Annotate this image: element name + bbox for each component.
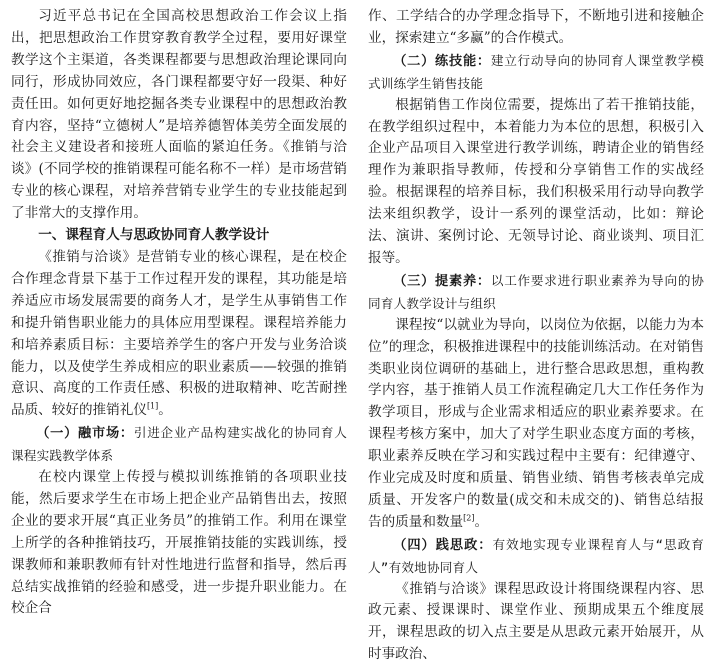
subheading-skills-text: 建立行动导向的协同育人课堂教学模式训练学生销售技能 <box>368 52 704 91</box>
paragraph-end-mark: 。 <box>158 402 172 419</box>
subheading-literacy-text: 以工作要求进行职业素养为导向的协同育人教学设计与组织 <box>368 272 704 311</box>
literacy-paragraph <box>368 315 704 534</box>
subheading-market-text: 引进企业产品构建实战化的协同育人课程实践教学体系 <box>11 425 347 464</box>
subheading-skills-lead: （二）练技能： <box>393 53 491 69</box>
section-heading: 一、课程育人与思政协同育人教学设计 <box>38 227 270 244</box>
subheading-skills <box>368 50 704 95</box>
subheading-ideology <box>368 534 704 579</box>
course-overview-text: 《推销与洽谈》是营销专业的核心课程，是在校企合作理念背景下基于工作过程开发的课程，其功能是培养适应市场发展需要的商务人才，是学生从事销售工作和提升销售职业能力的具体应用型课程。课程培养能力和培养素质目标：主要培养学生的客户开发与业务洽谈能力，以及使学生养成相应的职业素质——较强的推销意识、高度的工作责任感、积极的进取精神、吃苦耐挫品质、较好的推销礼仪 <box>11 248 347 419</box>
ideology-paragraph: 《推销与洽谈》课程思政设计将围绕课程内容、思政元素、授课课时、课堂作业、预期成果五个维度展开，课程思政的切入点主要是从思政元素开始展开，从时事政治、 <box>368 580 704 663</box>
right-column <box>368 6 704 666</box>
continued-paragraph: 作、工学结合的办学理念指导下，不断地引进和接触企业，探索建立“多赢”的合作模式。 <box>368 8 704 46</box>
skills-paragraph: 根据销售工作岗位需要，提炼出了若干推销技能，在教学组织过程中，本着能力为本位的思想，积极引入企业产品项目入课堂进行教学训练，聘请企业的销售经理作为兼职指导教师，传授和分享销售工作的实战经验。根据课程的培养目标，我们积极采用行动导向教学法来组织教学，设计一系列的课堂活动，比如：辩论法、演讲、案例讨论、无领导讨论、商业谈判、项目汇报等。 <box>368 96 704 266</box>
reference-mark: [1] <box>146 401 159 411</box>
intro-paragraph: 习近平总书记在全国高校思想政治工作会议上指出，把思想政治工作贯穿教育教学全过程，要用好课堂教学这个主渠道，各类课程都要与思想政治理论课同向同行，形成协同效应，各门课程都要守好一段渠、种好责任田。如何更好地挖掘各类专业课程中的思想政治教育内容，坚持“立德树人”是培养德智体美劳全面发展的社会主义建设者和接班人面临的紧迫任务。《推销与洽谈》(不同学校的推销课程可能名称不一样）是市场营销专业的核心课程，对培养营销专业学生的专业技能起到了非常大的支撑作用。 <box>11 8 347 222</box>
subheading-ideology-text: 有效地实现专业课程育人与“思政育人”有效地协同育人 <box>368 536 704 575</box>
paragraph-end-mark: 。 <box>474 513 489 530</box>
subheading-literacy <box>368 270 704 315</box>
subheading-market-lead: （一）融市场： <box>36 426 134 442</box>
course-overview-paragraph <box>11 247 347 422</box>
subheading-market <box>11 422 347 467</box>
reference-mark: [2] <box>463 513 475 523</box>
subheading-literacy-lead: （三）提素养： <box>393 273 491 289</box>
market-paragraph: 在校内课堂上传授与模拟训练推销的各项职业技能，然后要求学生在市场上把企业产品销售出去，按照企业的要求开展“真正业务员”的推销工作。利用在课堂上所学的各种推销技巧，开展推销技能的实践训练，授课教师和兼职教师有针对性地进行监督和指导，然后再总结实战推销的经验和感受，进一步提升职业能力。在校企合 <box>11 469 347 617</box>
subheading-ideology-lead: （四）践思政： <box>393 537 493 553</box>
literacy-text: 课程按“以就业为导向，以岗位为依据，以能力为本位”的理念，积极推进课程中的技能训练活动。在对销售类职业岗位调研的基础上，进行整合思政思想，重构教学内容，基于推销人员工作流程确定几大工作任务作为教学项目，形成与企业需求相适应的职业素养要求。在课程考核方案中，加大了对学生职业态度方面的考核，职业素养反映在学习和实践过程中主要有：纪律遵守、作业完成及时度和质量、销售业绩、销售考核表单完成质量、开发客户的数量(成交和未成交的)、销售总结报告的质量和数量 <box>368 316 704 530</box>
left-column <box>11 6 347 620</box>
